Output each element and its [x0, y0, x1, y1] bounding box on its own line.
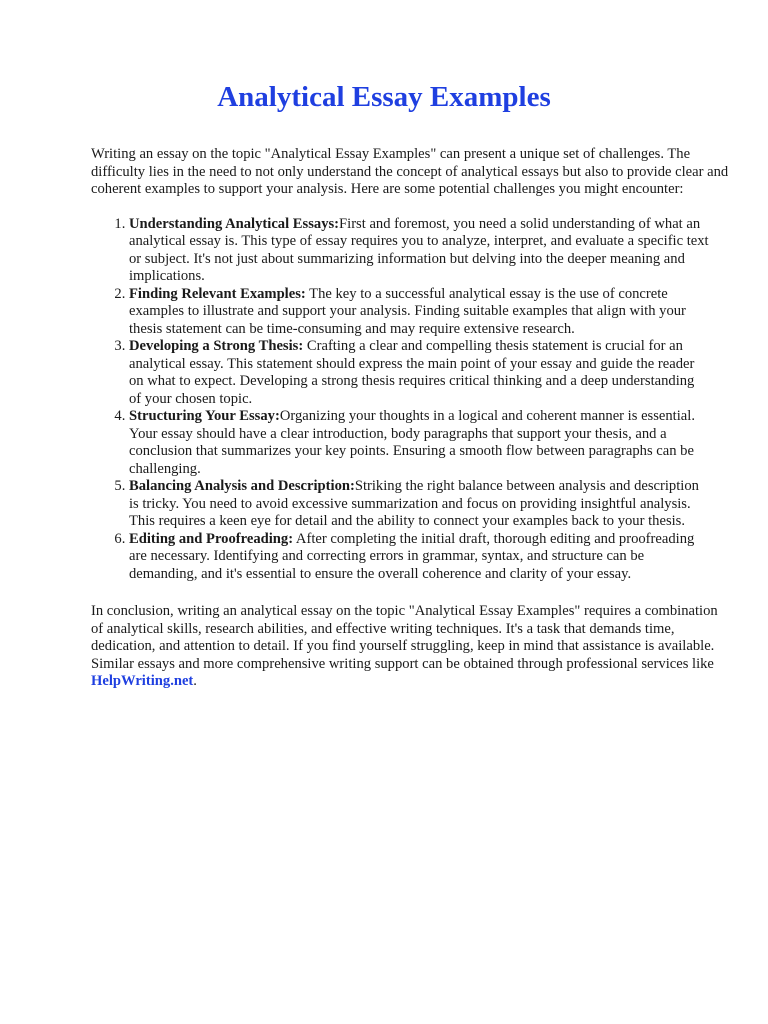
- list-item: [129, 338, 709, 408]
- list-item-text: First and foremost, you need a solid understanding of what an analytical essay is. This type of essay requires you to analyze, interpret, and evaluate a specific text or subject. It's not just about summarizing information but delving into the deeper meaning and implications.: [129, 215, 709, 284]
- list-item-heading: Structuring Your Essay:: [129, 408, 280, 424]
- list-item: [129, 216, 709, 286]
- list-item-heading: Developing a Strong Thesis:: [129, 338, 304, 354]
- intro-paragraph: Writing an essay on the topic "Analytical Essay Examples" can present a unique set of challenges. The difficulty lies in the need to not only understand the concept of analytical essays but also to provide clear and coherent examples to support your analysis. Here are some potential challenges you might encounter:: [91, 146, 729, 197]
- list-item-text: The key to a successful analytical essay is the use of concrete examples to illustrate and support your analysis. Finding suitable examples that align with your thesis statement can be time-consuming and may require extensive research.: [129, 285, 686, 337]
- page-title: Analytical Essay Examples: [217, 81, 551, 113]
- list-item-text: Crafting a clear and compelling thesis statement is crucial for an analytical essay. This statement should express the main point of your essay and guide the reader on what to expect. Developing a strong thesis requires critical thinking and a deep understanding of your chosen topic.: [129, 338, 695, 407]
- list-item-heading: Understanding Analytical Essays:: [129, 215, 340, 232]
- list-item: [129, 408, 709, 478]
- list-item-text: Striking the right balance between analysis and description is tricky. You need to avoid excessive summarization and focus on providing insightful analysis. This requires a keen eye for detail and the ability to connect your examples back to your thesis.: [129, 478, 699, 529]
- list-item: [129, 478, 709, 531]
- conclusion-text: In conclusion, writing an analytical essay on the topic "Analytical Essay Examples" requires a combination of analytical skills, research abilities, and effective writing techniques. It's a task that demands time, dedication, and attention to detail. If you find yourself struggling, keep in mind that assistance is available. Similar essays and more comprehensive writing support can be obtained through professional services like: [91, 603, 718, 672]
- challenges-list: [91, 216, 709, 584]
- conclusion-paragraph: [91, 603, 731, 691]
- list-item-heading: Editing and Proofreading:: [129, 530, 294, 547]
- list-item-heading: Finding Relevant Examples:: [129, 285, 306, 302]
- helpwriting-link[interactable]: HelpWriting.net: [91, 673, 194, 689]
- conclusion-period: .: [193, 673, 197, 689]
- list-item-heading: Balancing Analysis and Description:: [129, 478, 355, 494]
- list-item-text: After completing the initial draft, thorough editing and proofreading are necessary. Identifying and correcting errors in grammar, syntax, and structure can be demanding, and it's essential to ensure the overall coherence and clarity of your essay.: [129, 530, 695, 582]
- list-item: [129, 286, 709, 339]
- list-item: [129, 531, 709, 584]
- list-item-text: Organizing your thoughts in a logical and coherent manner is essential. Your essay should have a clear introduction, body paragraphs that support your thesis, and a conclusion that summarizes your key points. Ensuring a smooth flow between paragraphs can be challenging.: [129, 408, 695, 477]
